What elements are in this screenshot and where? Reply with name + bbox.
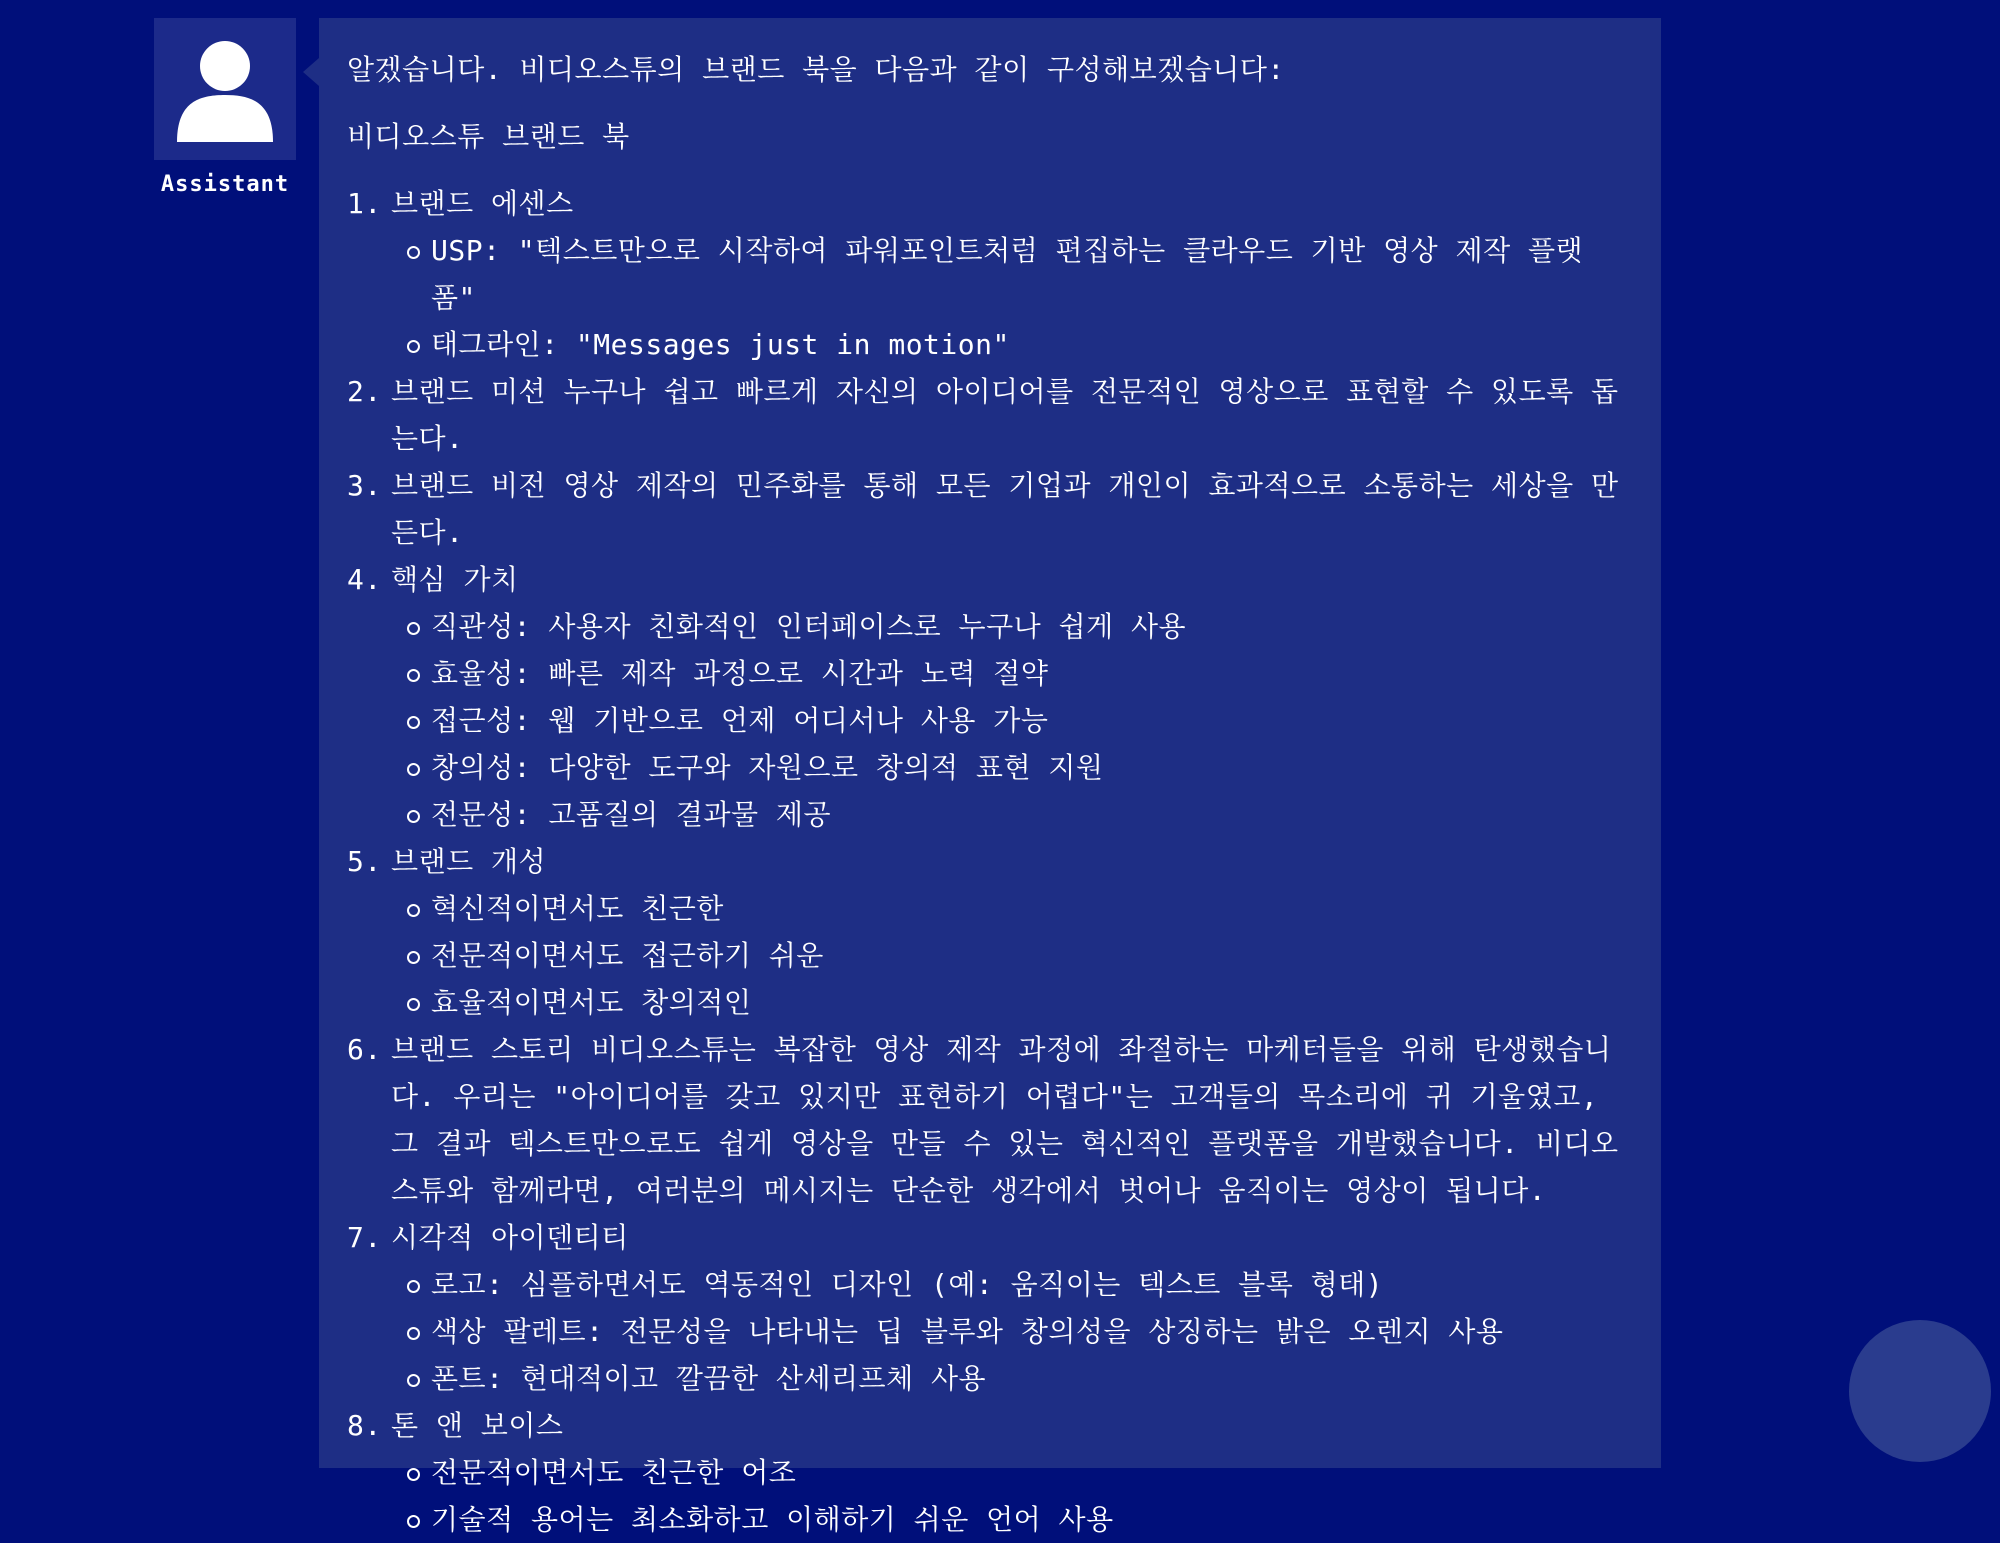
- section-number: 2.: [347, 375, 382, 408]
- section-text: 브랜드 스토리 비디오스튜는 복잡한 영상 제작 과정에 좌절하는 마케터들을 위해 탄생했습니다. 우리는 "아이디어를 갖고 있지만 표현하기 어렵다"는 고객들의 목소리에 귀 기울였고, 그 결과 텍스트만으로도 쉽게 영상을 만들 수 있는 혁신적인 플랫폼을 개발했습니다. 비디오스튜와 함께라면, 여러분의 메시지는 단순한 생각에서 벗어나 움직이는 영상이 됩니다.: [391, 1033, 1619, 1207]
- sub-list-item: 효율성: 빠른 제작 과정으로 시간과 노력 절약: [407, 650, 1627, 697]
- section-item: [347, 1026, 1627, 1214]
- section-text: 브랜드 미션 누구나 쉽고 빠르게 자신의 아이디어를 전문적인 영상으로 표현할 수 있도록 돕는다.: [391, 375, 1619, 455]
- sub-list-item: 접근성: 웹 기반으로 언제 어디서나 사용 가능: [407, 697, 1627, 744]
- sub-list-item: 색상 팔레트: 전문성을 나타내는 딥 블루와 창의성을 상징하는 밝은 오렌지 사용: [407, 1308, 1627, 1355]
- section-number: 6.: [347, 1033, 382, 1066]
- section-text: 브랜드 에센스: [391, 187, 574, 220]
- user-icon: [154, 18, 296, 160]
- scroll-button[interactable]: [1849, 1320, 1991, 1462]
- section-item: [347, 556, 1627, 603]
- section-item: [347, 1402, 1627, 1449]
- section-number: 1.: [347, 187, 382, 220]
- sub-list: [347, 1261, 1627, 1402]
- message-intro: 알겠습니다. 비디오스튜의 브랜드 북을 다음과 같이 구성해보겠습니다:: [347, 53, 1285, 86]
- section-text: 브랜드 비전 영상 제작의 민주화를 통해 모든 기업과 개인이 효과적으로 소통하는 세상을 만든다.: [391, 469, 1619, 549]
- avatar: [154, 18, 296, 160]
- message-bubble: [319, 18, 1661, 1536]
- sub-list-item: 효율적이면서도 창의적인: [407, 979, 1627, 1026]
- bubble-tail: [303, 58, 319, 86]
- section-number: 5.: [347, 845, 382, 878]
- message-content: [347, 46, 1627, 1543]
- sub-list-item: USP: "텍스트만으로 시작하여 파워포인트처럼 편집하는 클라우드 기반 영상 제작 플랫폼": [407, 227, 1627, 321]
- sub-list-item: 혁신적이면서도 친근한: [407, 885, 1627, 932]
- section-number: 8.: [347, 1409, 382, 1442]
- section-item: [347, 1214, 1627, 1261]
- section-text: 브랜드 개성: [391, 845, 547, 878]
- section-text: 시각적 아이덴티티: [391, 1221, 629, 1254]
- sub-list-item: 기술적 용어는 최소화하고 이해하기 쉬운 언어 사용: [407, 1496, 1627, 1543]
- sub-list-item: 전문적이면서도 접근하기 쉬운: [407, 932, 1627, 979]
- section-item: [347, 462, 1627, 556]
- sub-list-item: 전문적이면서도 친근한 어조: [407, 1449, 1627, 1496]
- sub-list-item: 전문성: 고품질의 결과물 제공: [407, 791, 1627, 838]
- sender-column: [154, 18, 296, 197]
- sender-role-label: Assistant: [160, 172, 290, 197]
- section-list: [347, 180, 1627, 1543]
- section-item: [347, 180, 1627, 227]
- sub-list: [347, 885, 1627, 1026]
- sub-list: [347, 227, 1627, 368]
- section-text: 핵심 가치: [391, 563, 519, 596]
- section-number: 3.: [347, 469, 382, 502]
- sub-list: [347, 1449, 1627, 1543]
- section-number: 4.: [347, 563, 382, 596]
- sub-list-item: 로고: 심플하면서도 역동적인 디자인 (예: 움직이는 텍스트 블록 형태): [407, 1261, 1627, 1308]
- section-text: 톤 앤 보이스: [391, 1409, 564, 1442]
- section-item: [347, 368, 1627, 462]
- sub-list-item: 태그라인: "Messages just in motion": [407, 321, 1627, 368]
- section-item: [347, 838, 1627, 885]
- sub-list: [347, 603, 1627, 838]
- section-number: 7.: [347, 1221, 382, 1254]
- message-title: 비디오스튜 브랜드 북: [347, 120, 630, 153]
- sub-list-item: 직관성: 사용자 친화적인 인터페이스로 누구나 쉽게 사용: [407, 603, 1627, 650]
- sub-list-item: 폰트: 현대적이고 깔끔한 산세리프체 사용: [407, 1355, 1627, 1402]
- sub-list-item: 창의성: 다양한 도구와 자원으로 창의적 표현 지원: [407, 744, 1627, 791]
